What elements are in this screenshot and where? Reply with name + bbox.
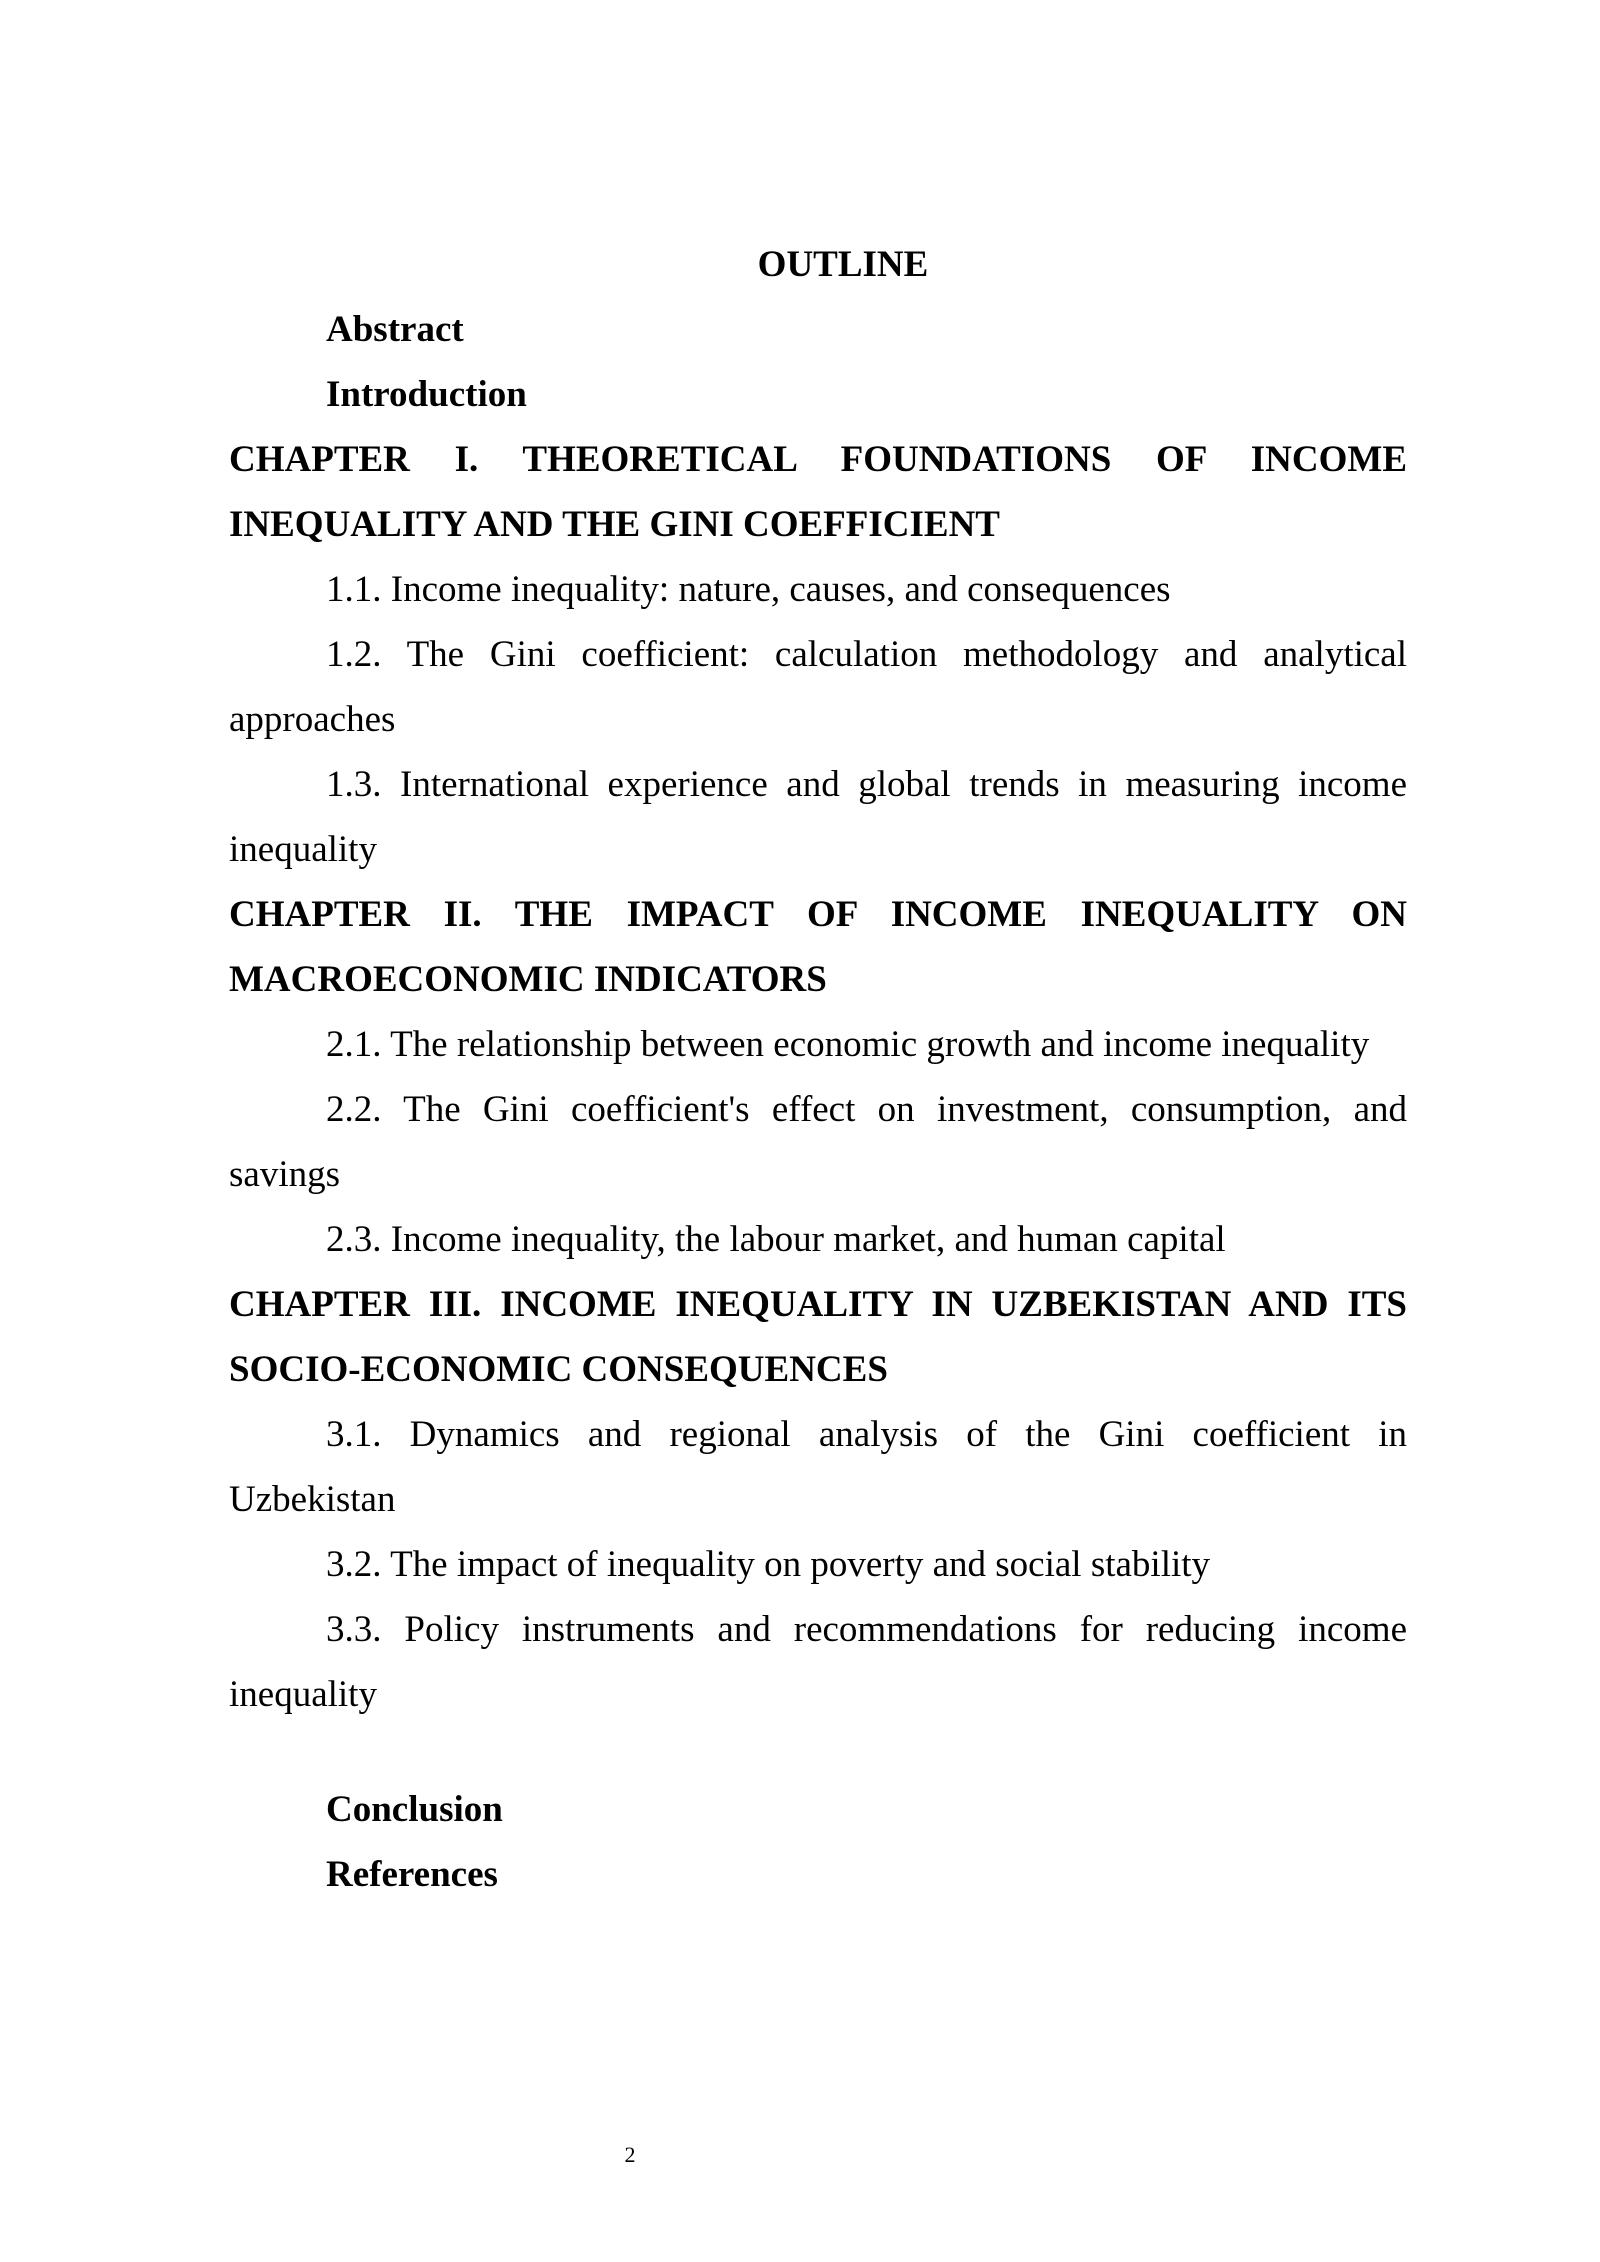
front-item-abstract: Abstract [326, 309, 464, 350]
section-2-1: 2.1. The relationship between economic growth and income inequality [326, 1024, 1370, 1065]
chapter-1-heading: CHAPTER I. THEORETICAL FOUNDATIONS OF INCOME INEQUALITY AND THE GINI COEFFICIENT [229, 439, 1407, 545]
section-3-3: 3.3. Policy instruments and recommendations for reducing income inequality [229, 1609, 1407, 1715]
section-1-1: 1.1. Income inequality: nature, causes, and consequences [326, 569, 1171, 610]
back-item-conclusion: Conclusion [326, 1789, 503, 1830]
chapter-2-heading: CHAPTER II. THE IMPACT OF INCOME INEQUALITY ON MACROECONOMIC INDICATORS [229, 894, 1407, 1000]
section-1-2: 1.2. The Gini coefficient: calculation methodology and analytical approaches [229, 634, 1407, 740]
back-item-references: References [326, 1854, 498, 1895]
section-2-3: 2.3. Income inequality, the labour market, and human capital [326, 1219, 1226, 1260]
section-3-2: 3.2. The impact of inequality on poverty and social stability [326, 1544, 1211, 1585]
chapter-3-heading: CHAPTER III. INCOME INEQUALITY IN UZBEKISTAN AND ITS SOCIO-ECONOMIC CONSEQUENCES [229, 1284, 1407, 1390]
page-number: 2 [624, 2142, 636, 2167]
section-1-3: 1.3. International experience and global trends in measuring income inequality [229, 764, 1407, 870]
outline-title: OUTLINE [757, 244, 929, 285]
front-item-introduction: Introduction [326, 374, 527, 415]
section-3-1: 3.1. Dynamics and regional analysis of the Gini coefficient in Uzbekistan [229, 1414, 1407, 1520]
spacer [229, 1727, 1407, 1777]
outline-content [229, 232, 1407, 1907]
section-2-2: 2.2. The Gini coefficient's effect on investment, consumption, and savings [229, 1089, 1407, 1195]
